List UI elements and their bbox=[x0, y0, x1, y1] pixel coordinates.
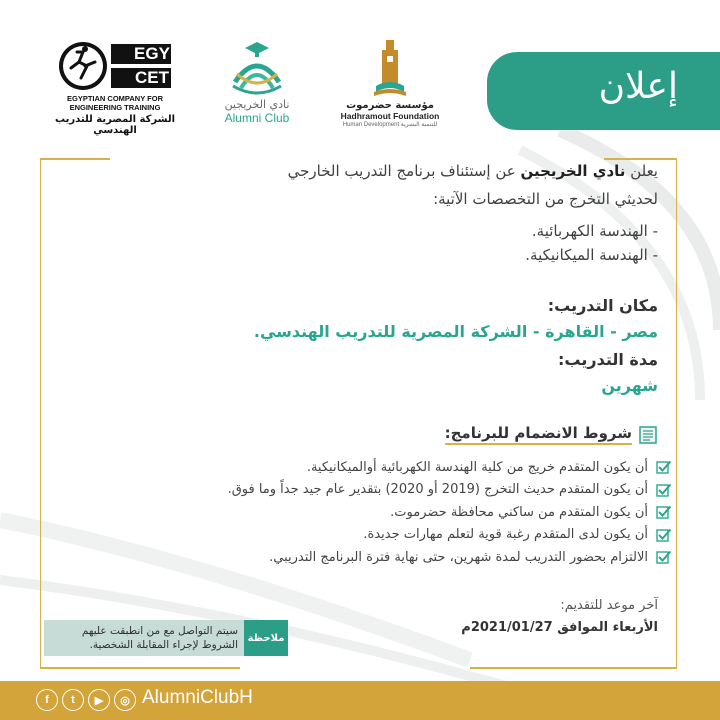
egycet-name-en-line2: ENGINEERING TRAINING bbox=[69, 103, 161, 112]
egycet-name-ar: الشركة المصرية للتدريب الهندسي bbox=[55, 114, 175, 136]
hadhramout-name-ar: مؤسسة حضرموت bbox=[346, 100, 434, 111]
egycet-name-en-line1: EGYPTIAN COMPANY FOR bbox=[67, 94, 163, 103]
facebook-icon[interactable]: f bbox=[36, 689, 58, 711]
intro-club-name: نادي الخريجين bbox=[520, 162, 626, 180]
intro-suffix: عن إستئناف برنامج التدريب الخارجي bbox=[287, 162, 521, 180]
egycet-logo-word-1: EGY bbox=[134, 44, 170, 63]
deadline-label: آخر موعد للتقديم: bbox=[560, 598, 658, 613]
training-place-value: مصر - القاهرة - الشركة المصرية للتدريب الهندسي. bbox=[253, 322, 658, 341]
graduation-cap-globe-icon bbox=[227, 38, 287, 96]
checkbox-check-icon bbox=[656, 459, 672, 475]
banner-label: إعلان bbox=[598, 66, 678, 107]
frame-bottom-right-line bbox=[470, 667, 677, 669]
specialty-item: - الهندسة الميكانيكية. bbox=[525, 246, 658, 264]
condition-item bbox=[52, 524, 672, 547]
checkbox-check-icon bbox=[656, 482, 672, 498]
announcement-banner bbox=[487, 52, 720, 130]
hadhramout-name-en: Hadhramout Foundation bbox=[340, 111, 440, 121]
intro-prefix: يعلن bbox=[625, 162, 658, 180]
conditions-title bbox=[445, 424, 658, 445]
condition-item bbox=[52, 479, 672, 502]
hadhramout-logo bbox=[336, 38, 444, 130]
frame-bottom-left-line bbox=[40, 667, 240, 669]
intro-line-2: لحديثي التخرج من التخصصات الآتية: bbox=[433, 190, 658, 208]
note-tag: ملاحظة bbox=[244, 620, 288, 656]
training-place-label: مكان التدريب: bbox=[547, 296, 658, 315]
youtube-icon[interactable]: ▶ bbox=[88, 689, 110, 711]
conditions-list bbox=[52, 456, 672, 569]
twitter-icon[interactable]: t bbox=[62, 689, 84, 711]
checkbox-check-icon bbox=[656, 504, 672, 520]
checkbox-check-icon bbox=[656, 527, 672, 543]
social-links bbox=[36, 689, 136, 711]
condition-text: أن يكون المتقدم من ساكني محافظة حضرموت. bbox=[390, 504, 648, 520]
condition-text: الالتزام بحضور التدريب لمدة شهرين، حتى نهاية فترة البرنامج التدريبي. bbox=[269, 549, 648, 565]
training-duration-label: مدة التدريب: bbox=[558, 350, 658, 369]
checkbox-check-icon bbox=[656, 549, 672, 565]
egycet-logo-word-2: CET bbox=[135, 68, 169, 87]
hadhramout-tagline: Human Development للتنمية البشرية bbox=[342, 122, 438, 128]
condition-item bbox=[52, 501, 672, 524]
conditions-title-text: شروط الانضمام للبرنامج: bbox=[445, 424, 632, 445]
condition-item bbox=[52, 546, 672, 569]
frame-top-right-line bbox=[604, 158, 677, 160]
document-icon bbox=[638, 426, 658, 444]
alumni-club-logo bbox=[212, 38, 302, 130]
alumni-name-en: Alumni Club bbox=[224, 111, 290, 125]
note-text: سيتم التواصل مع من انطبقت عليهم الشروط لإجراء المقابلة الشخصية. bbox=[44, 620, 244, 656]
instagram-icon[interactable]: ◎ bbox=[114, 689, 136, 711]
training-duration-value: شهرين bbox=[601, 376, 658, 395]
note-box bbox=[44, 620, 288, 656]
tower-icon bbox=[370, 38, 410, 100]
alumni-name-ar: نادي الخريجين bbox=[224, 98, 290, 111]
condition-text: أن يكون المتقدم خريج من كلية الهندسة الكهربائية أوالميكانيكية. bbox=[306, 459, 648, 475]
condition-text: أن يكون المتقدم حديث التخرج (2019 أو 2020) بتقدير عام جيد جداً وما فوق. bbox=[227, 482, 648, 498]
condition-item bbox=[52, 456, 672, 479]
social-handle[interactable]: AlumniClubH bbox=[142, 687, 253, 708]
specialty-item: - الهندسة الكهربائية. bbox=[531, 222, 658, 240]
frame-top-left-line bbox=[40, 158, 110, 160]
intro-line-1 bbox=[288, 162, 658, 180]
deadline-value: الأربعاء الموافق 2021/01/27م bbox=[461, 620, 658, 635]
condition-text: أن يكون لدى المتقدم رغبة قوية لتعلم مهارات جديدة. bbox=[363, 527, 648, 543]
egycet-logo bbox=[40, 38, 190, 136]
